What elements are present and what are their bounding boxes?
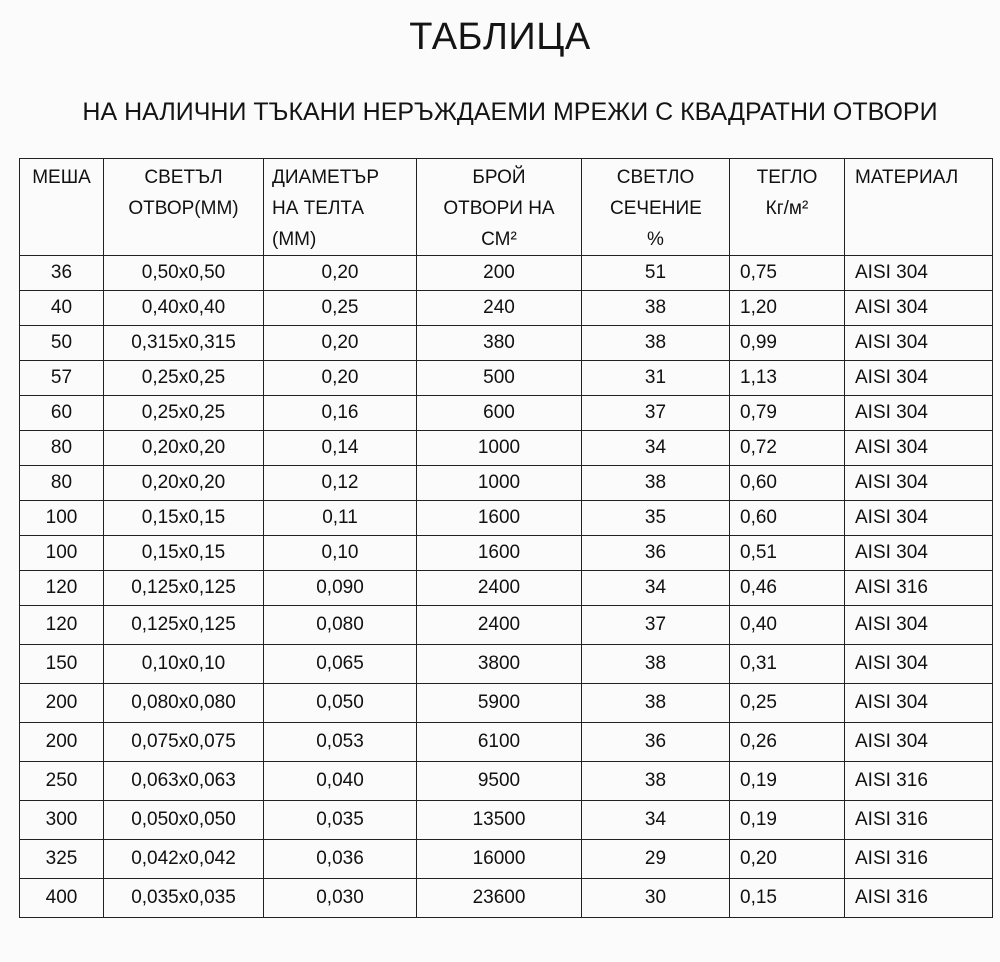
cell-openings-count: 13500: [417, 801, 582, 840]
cell-mesh: 300: [20, 801, 104, 840]
cell-opening: 0,315x0,315: [104, 326, 264, 361]
cell-wire-diameter: 0,036: [264, 840, 417, 879]
table-header: [20, 159, 993, 256]
cell-wire-diameter: 0,050: [264, 684, 417, 723]
cell-opening: 0,40x0,40: [104, 291, 264, 326]
table-row: [20, 762, 993, 801]
cell-material: AISI 304: [845, 645, 993, 684]
cell-wire-diameter: 0,25: [264, 291, 417, 326]
cell-opening: 0,080x0,080: [104, 684, 264, 723]
cell-weight: 0,79: [730, 396, 845, 431]
table-row: [20, 879, 993, 918]
cell-mesh: 60: [20, 396, 104, 431]
page-title: ТАБЛИЦА: [409, 16, 591, 58]
header-mesh: МЕША: [20, 159, 104, 256]
cell-openings-count: 2400: [417, 606, 582, 645]
cell-openings-count: 5900: [417, 684, 582, 723]
cell-wire-diameter: 0,16: [264, 396, 417, 431]
cell-mesh: 325: [20, 840, 104, 879]
table-row: [20, 501, 993, 536]
table-row: [20, 606, 993, 645]
cell-open-area: 38: [582, 291, 730, 326]
cell-opening: 0,075x0,075: [104, 723, 264, 762]
cell-open-area: 35: [582, 501, 730, 536]
cell-open-area: 38: [582, 326, 730, 361]
cell-wire-diameter: 0,11: [264, 501, 417, 536]
cell-material: AISI 304: [845, 396, 993, 431]
cell-weight: 0,60: [730, 466, 845, 501]
cell-wire-diameter: 0,080: [264, 606, 417, 645]
cell-weight: 0,31: [730, 645, 845, 684]
cell-mesh: 36: [20, 256, 104, 291]
cell-opening: 0,10x0,10: [104, 645, 264, 684]
table-row: [20, 536, 993, 571]
cell-open-area: 29: [582, 840, 730, 879]
cell-weight: 0,46: [730, 571, 845, 606]
cell-open-area: 34: [582, 431, 730, 466]
cell-material: AISI 304: [845, 684, 993, 723]
cell-weight: 1,13: [730, 361, 845, 396]
cell-material: AISI 316: [845, 879, 993, 918]
cell-opening: 0,20x0,20: [104, 466, 264, 501]
cell-opening: 0,15x0,15: [104, 536, 264, 571]
cell-mesh: 400: [20, 879, 104, 918]
cell-material: AISI 316: [845, 762, 993, 801]
header-openings-count: БРОЙ ОТВОРИ НА СМ²: [417, 159, 582, 256]
cell-openings-count: 2400: [417, 571, 582, 606]
cell-wire-diameter: 0,053: [264, 723, 417, 762]
cell-weight: 0,25: [730, 684, 845, 723]
header-wire-diameter: ДИАМЕТЪР НА ТЕЛТА (ММ): [264, 159, 417, 256]
cell-material: AISI 304: [845, 361, 993, 396]
cell-open-area: 38: [582, 466, 730, 501]
cell-openings-count: 6100: [417, 723, 582, 762]
cell-material: AISI 316: [845, 801, 993, 840]
cell-wire-diameter: 0,035: [264, 801, 417, 840]
table-row: [20, 291, 993, 326]
cell-open-area: 36: [582, 536, 730, 571]
cell-opening: 0,035x0,035: [104, 879, 264, 918]
cell-mesh: 80: [20, 431, 104, 466]
table-row: [20, 571, 993, 606]
cell-openings-count: 600: [417, 396, 582, 431]
cell-wire-diameter: 0,20: [264, 361, 417, 396]
cell-weight: 0,99: [730, 326, 845, 361]
cell-opening: 0,050x0,050: [104, 801, 264, 840]
cell-wire-diameter: 0,040: [264, 762, 417, 801]
cell-opening: 0,50x0,50: [104, 256, 264, 291]
cell-wire-diameter: 0,12: [264, 466, 417, 501]
cell-weight: 0,40: [730, 606, 845, 645]
table-row: [20, 801, 993, 840]
cell-wire-diameter: 0,10: [264, 536, 417, 571]
cell-opening: 0,125x0,125: [104, 606, 264, 645]
cell-material: AISI 304: [845, 501, 993, 536]
cell-weight: 0,19: [730, 801, 845, 840]
cell-opening: 0,15x0,15: [104, 501, 264, 536]
cell-openings-count: 1600: [417, 501, 582, 536]
cell-material: AISI 316: [845, 840, 993, 879]
cell-material: AISI 304: [845, 723, 993, 762]
table-body: [20, 256, 993, 918]
cell-weight: 0,72: [730, 431, 845, 466]
header-open-area: СВЕТЛО СЕЧЕНИЕ %: [582, 159, 730, 256]
cell-wire-diameter: 0,065: [264, 645, 417, 684]
cell-openings-count: 500: [417, 361, 582, 396]
cell-wire-diameter: 0,14: [264, 431, 417, 466]
cell-wire-diameter: 0,20: [264, 256, 417, 291]
cell-openings-count: 1000: [417, 466, 582, 501]
cell-open-area: 30: [582, 879, 730, 918]
cell-weight: 0,20: [730, 840, 845, 879]
header-material: МАТЕРИАЛ: [845, 159, 993, 256]
cell-mesh: 57: [20, 361, 104, 396]
table-row: [20, 840, 993, 879]
mesh-table: [19, 158, 993, 918]
cell-material: AISI 304: [845, 326, 993, 361]
table-row: [20, 684, 993, 723]
cell-weight: 0,26: [730, 723, 845, 762]
cell-weight: 0,15: [730, 879, 845, 918]
cell-openings-count: 9500: [417, 762, 582, 801]
cell-mesh: 40: [20, 291, 104, 326]
cell-mesh: 200: [20, 723, 104, 762]
table-header-row: [20, 159, 993, 256]
cell-weight: 0,60: [730, 501, 845, 536]
cell-opening: 0,125x0,125: [104, 571, 264, 606]
cell-mesh: 50: [20, 326, 104, 361]
table-row: [20, 396, 993, 431]
cell-open-area: 34: [582, 571, 730, 606]
cell-opening: 0,042x0,042: [104, 840, 264, 879]
cell-open-area: 37: [582, 396, 730, 431]
cell-open-area: 38: [582, 762, 730, 801]
cell-wire-diameter: 0,20: [264, 326, 417, 361]
cell-open-area: 37: [582, 606, 730, 645]
cell-open-area: 34: [582, 801, 730, 840]
cell-open-area: 51: [582, 256, 730, 291]
cell-openings-count: 1600: [417, 536, 582, 571]
cell-mesh: 100: [20, 536, 104, 571]
cell-opening: 0,063x0,063: [104, 762, 264, 801]
table-row: [20, 466, 993, 501]
cell-mesh: 150: [20, 645, 104, 684]
cell-material: AISI 304: [845, 536, 993, 571]
cell-material: AISI 316: [845, 571, 993, 606]
table-row: [20, 431, 993, 466]
cell-openings-count: 23600: [417, 879, 582, 918]
cell-weight: 1,20: [730, 291, 845, 326]
table-row: [20, 645, 993, 684]
cell-open-area: 38: [582, 684, 730, 723]
cell-mesh: 80: [20, 466, 104, 501]
cell-openings-count: 3800: [417, 645, 582, 684]
header-opening: СВЕТЪЛ ОТВОР(ММ): [104, 159, 264, 256]
cell-mesh: 250: [20, 762, 104, 801]
cell-open-area: 36: [582, 723, 730, 762]
cell-opening: 0,25x0,25: [104, 396, 264, 431]
cell-openings-count: 380: [417, 326, 582, 361]
cell-opening: 0,25x0,25: [104, 361, 264, 396]
table-row: [20, 723, 993, 762]
cell-weight: 0,51: [730, 536, 845, 571]
cell-material: AISI 304: [845, 291, 993, 326]
page-subtitle: НА НАЛИЧНИ ТЪКАНИ НЕРЪЖДАЕМИ МРЕЖИ С КВАДРАТНИ ОТВОРИ: [82, 98, 938, 126]
cell-openings-count: 240: [417, 291, 582, 326]
cell-openings-count: 1000: [417, 431, 582, 466]
cell-mesh: 120: [20, 606, 104, 645]
cell-openings-count: 200: [417, 256, 582, 291]
cell-mesh: 200: [20, 684, 104, 723]
cell-wire-diameter: 0,030: [264, 879, 417, 918]
cell-opening: 0,20x0,20: [104, 431, 264, 466]
cell-mesh: 100: [20, 501, 104, 536]
cell-material: AISI 304: [845, 256, 993, 291]
table-row: [20, 326, 993, 361]
cell-mesh: 120: [20, 571, 104, 606]
header-weight: ТЕГЛО Кг/м²: [730, 159, 845, 256]
cell-material: AISI 304: [845, 466, 993, 501]
table-row: [20, 256, 993, 291]
cell-open-area: 31: [582, 361, 730, 396]
cell-weight: 0,75: [730, 256, 845, 291]
cell-wire-diameter: 0,090: [264, 571, 417, 606]
cell-material: AISI 304: [845, 606, 993, 645]
cell-material: AISI 304: [845, 431, 993, 466]
cell-openings-count: 16000: [417, 840, 582, 879]
table-row: [20, 361, 993, 396]
cell-weight: 0,19: [730, 762, 845, 801]
cell-open-area: 38: [582, 645, 730, 684]
